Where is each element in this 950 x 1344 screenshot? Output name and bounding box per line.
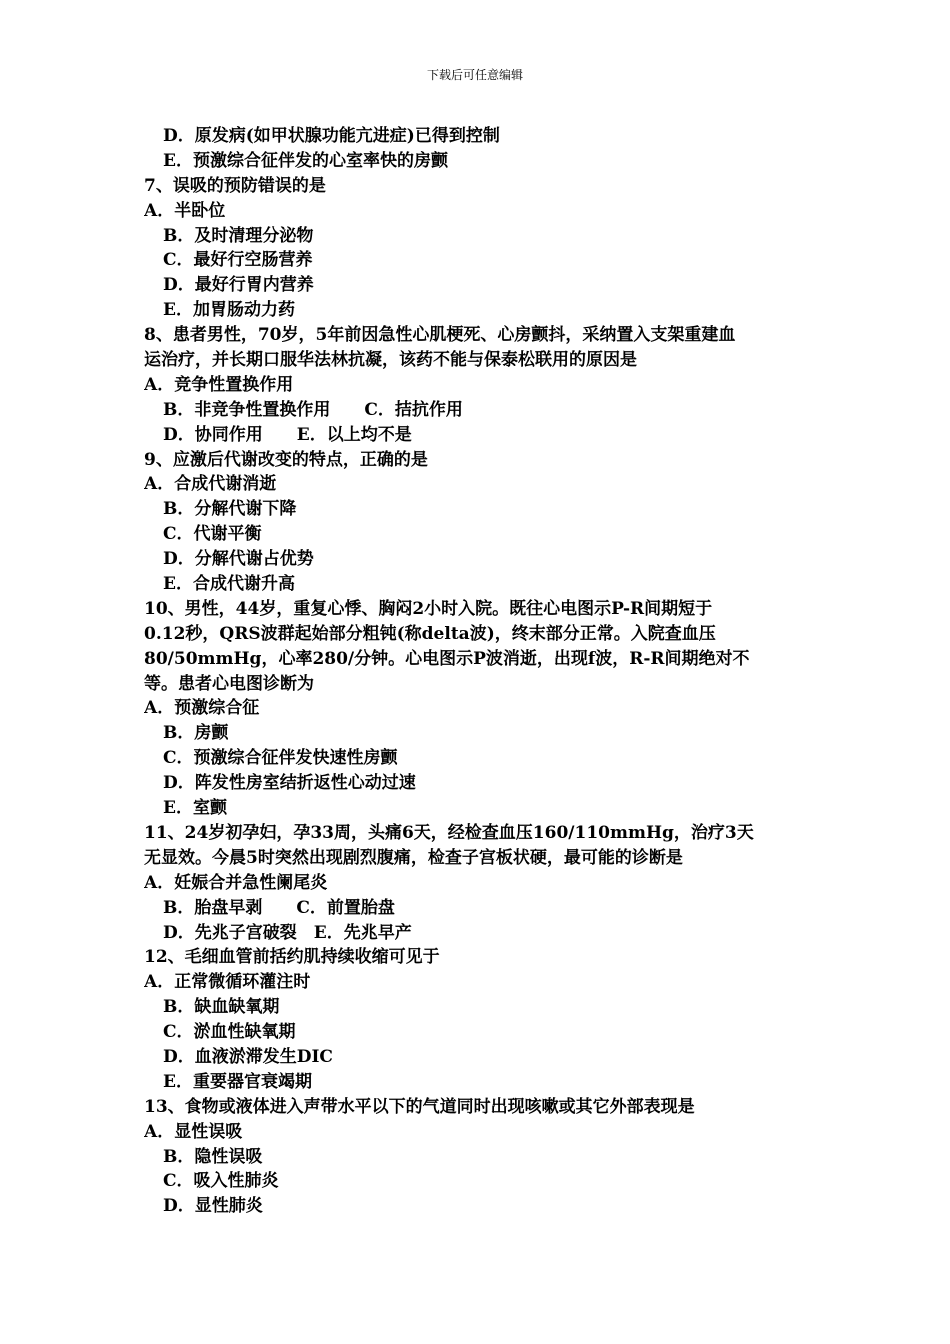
answer-option-line: D．协同作用 E．以上均不是 [163,424,412,445]
answer-option-line: E．室颤 [163,798,227,819]
question-line: 12、毛细血管前括约肌持续收缩可见于 [144,947,440,968]
document-body [144,124,808,1219]
question-line: A．半卧位 [144,200,226,221]
answer-option-line: E．合成代谢升高 [163,574,295,595]
question-line: A．正常微循环灌注时 [144,972,311,993]
question-line: 11、24岁初孕妇，孕33周，头痛6天，经检查血压160/110mmHg，治疗3天 [144,822,754,843]
answer-option-line: D．原发病(如甲状腺功能亢进症)已得到控制 [163,126,500,146]
question-line: A．竞争性置换作用 [144,374,294,395]
page-header: 下载后可任意编辑 [426,68,523,82]
answer-option-line: C．吸入性肺炎 [163,1171,279,1192]
answer-option-line: D．最好行胃内营养 [163,275,314,296]
question-line: 13、食物或液体进入声带水平以下的气道同时出现咳嗽或其它外部表现是 [144,1096,695,1117]
answer-option-line: B．缺血缺氧期 [163,997,280,1018]
answer-option-line: D．显性肺炎 [163,1196,263,1217]
answer-option-line: B．及时清理分泌物 [163,225,314,246]
question-line: 9、应激后代谢改变的特点，正确的是 [144,449,428,470]
question-line: A．合成代谢消逝 [144,474,277,495]
answer-option-line: B．非竞争性置换作用 C．拮抗作用 [163,399,463,420]
answer-option-line: C．淤血性缺氧期 [163,1022,296,1043]
answer-option-line: B．隐性误吸 [163,1146,263,1167]
answer-option-line: D．先兆子宫破裂 E．先兆早产 [163,922,412,943]
question-line: A．显性误吸 [144,1121,243,1142]
question-line: 80/50mmHg，心率280/分钟。心电图示P波消逝，出现f波，R-R间期绝对不 [144,648,750,669]
question-line: A．预激综合征 [144,698,260,719]
answer-option-line: B．分解代谢下降 [163,499,297,520]
answer-option-line: C．预激综合征伴发快速性房颤 [163,748,398,769]
answer-option-line: D．分解代谢占优势 [163,549,314,570]
answer-option-line: C．代谢平衡 [163,524,262,545]
answer-option-line: E．加胃肠动力药 [163,300,295,321]
question-line: 8、患者男性，70岁，5年前因急性心肌梗死、心房颤抖，采纳置入支架重建血 [144,325,736,346]
question-line: 7、误吸的预防错误的是 [144,175,326,196]
answer-option-line: E．重要器官衰竭期 [163,1071,312,1092]
question-line: 等。患者心电图诊断为 [144,673,314,694]
answer-option-line: B．房颤 [163,723,229,744]
question-line: A．妊娠合并急性阑尾炎 [144,872,328,893]
answer-option-line: D．阵发性房室结折返性心动过速 [163,773,416,794]
answer-option-line: D．血液淤滞发生DIC [163,1046,333,1067]
answer-option-line: E．预激综合征伴发的心室率快的房颤 [163,150,448,171]
answer-option-line: B．胎盘早剥 C．前置胎盘 [163,897,395,918]
answer-option-line: C．最好行空肠营养 [163,250,313,271]
question-line: 无显效。今晨5时突然出现剧烈腹痛，检查子宫板状硬，最可能的诊断是 [144,847,683,868]
question-line: 10、男性，44岁，重复心悸、胸闷2小时入院。既往心电图示P-R间期短于 [144,598,713,619]
question-line: 0.12秒，QRS波群起始部分粗钝(称delta波)，终末部分正常。入院查血压 [144,623,716,644]
question-line: 运治疗，并长期口服华法林抗凝，该药不能与保泰松联用的原因是 [144,350,637,371]
